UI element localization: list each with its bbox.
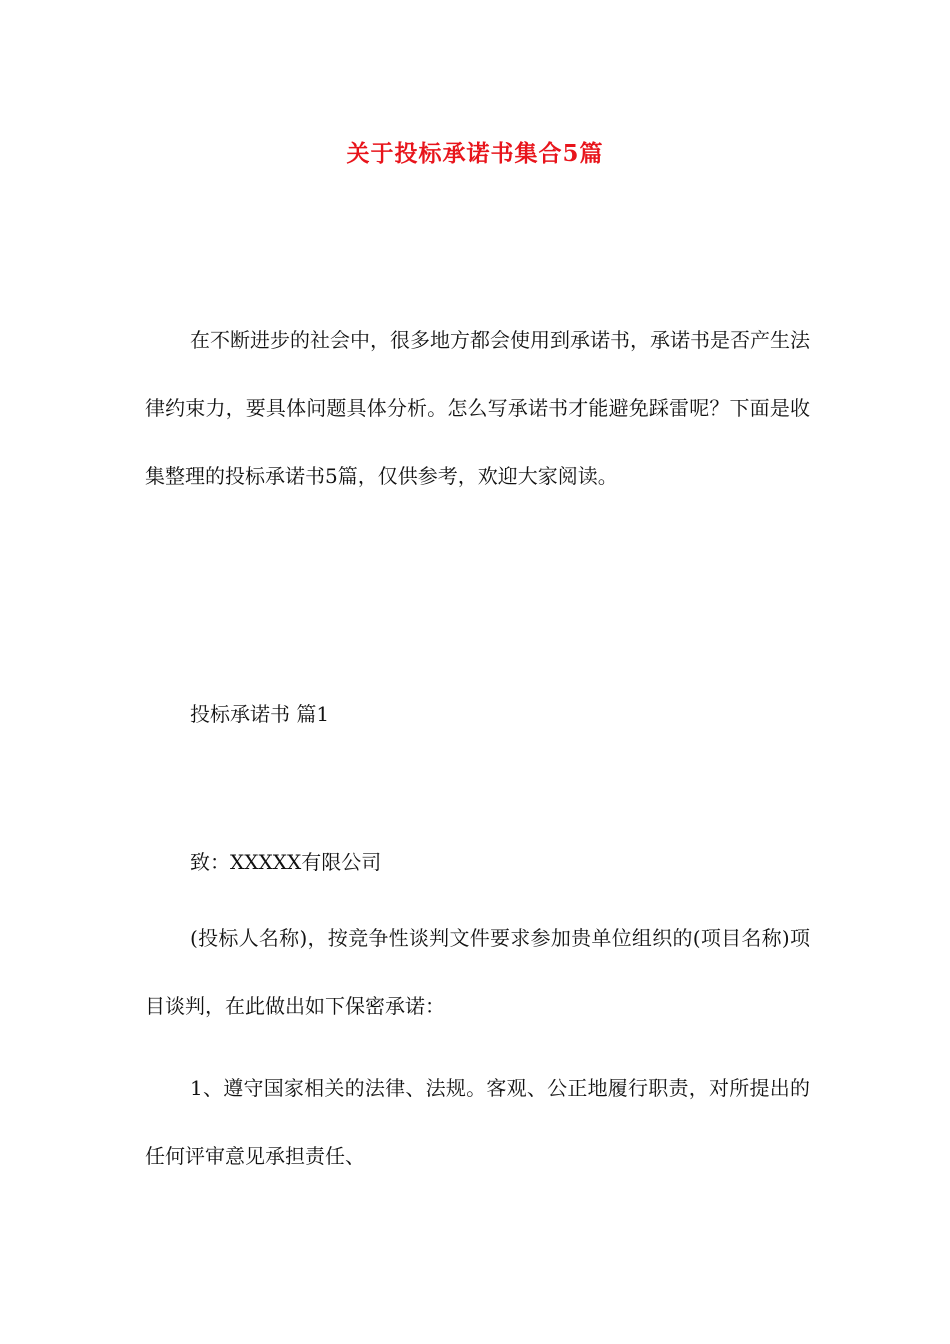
document-title: 关于投标承诺书集合5篇 xyxy=(346,140,604,167)
salutation: 致：XXXXX有限公司 xyxy=(190,850,382,874)
intro-paragraph: 在不断进步的社会中，很多地方都会使用到承诺书，承诺书是否产生法律约束力，要具体问题具体分析。怎么写承诺书才能避免踩雷呢？下面是收集整理的投标承诺书5篇，仅供参考，欢迎大家阅读。 xyxy=(145,328,810,488)
body-paragraph: 1、遵守国家相关的法律、法规。客观、公正地履行职责，对所提出的任何评审意见承担责任、 xyxy=(145,1076,810,1168)
body-paragraph: (投标人名称)，按竞争性谈判文件要求参加贵单位组织的(项目名称)项目谈判，在此做出如下保密承诺： xyxy=(145,926,810,1018)
section-heading: 投标承诺书 篇1 xyxy=(190,702,330,726)
